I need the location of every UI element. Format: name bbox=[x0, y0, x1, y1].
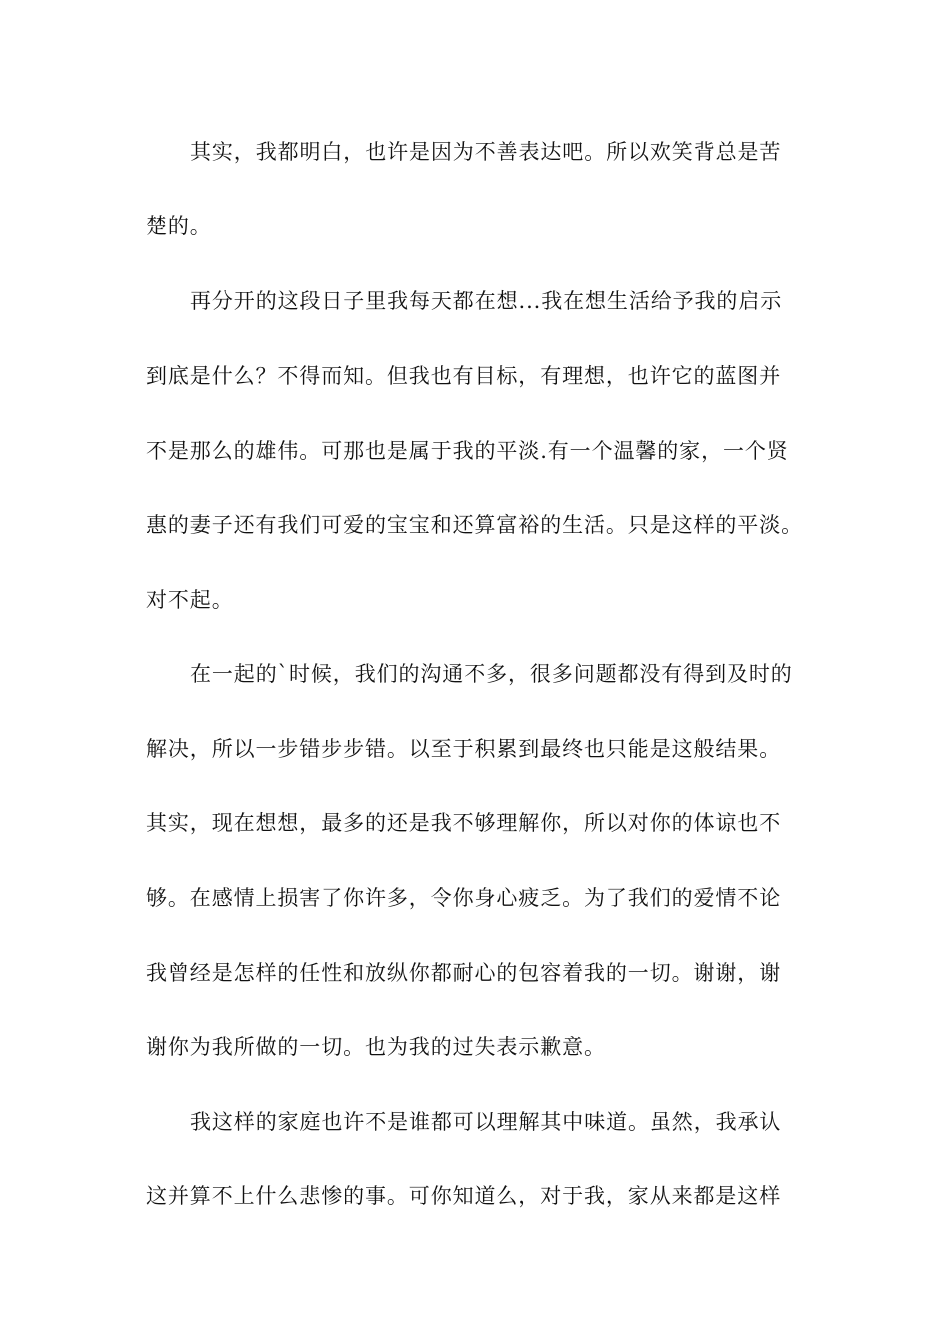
paragraph-3-line-5: 我曾经是怎样的任性和放纵你都耐心的包容着我的一切。谢谢，谢 bbox=[146, 961, 782, 985]
paragraph-3-line-6: 谢你为我所做的一切。也为我的过失表示歉意。 bbox=[146, 1035, 606, 1059]
paragraph-2-line-2: 到底是什么？不得而知。但我也有目标，有理想，也许它的蓝图并 bbox=[146, 364, 782, 388]
paragraph-3-line-4: 够。在感情上损害了你许多，令你身心疲乏。为了我们的爱情不论 bbox=[146, 886, 782, 910]
paragraph-4-line-1: 我这样的家庭也许不是谁都可以理解其中味道。虽然，我承认 bbox=[190, 1110, 782, 1134]
paragraph-2-line-4: 惠的妻子还有我们可爱的宝宝和还算富裕的生活。只是这样的平淡。 bbox=[146, 513, 803, 537]
paragraph-4-line-2: 这并算不上什么悲惨的事。可你知道么，对于我，家从来都是这样 bbox=[146, 1184, 782, 1208]
paragraph-3-line-2: 解决，所以一步错步步错。以至于积累到最终也只能是这般结果。 bbox=[146, 737, 782, 761]
paragraph-2-line-5: 对不起。 bbox=[146, 588, 234, 612]
paragraph-1-line-2: 楚的。 bbox=[146, 214, 212, 238]
paragraph-3-line-1: 在一起的`时候，我们的沟通不多，很多问题都没有得到及时的 bbox=[190, 662, 793, 686]
paragraph-3-line-3: 其实，现在想想，最多的还是我不够理解你，所以对你的体谅也不 bbox=[146, 811, 782, 835]
paragraph-2-line-1: 再分开的这段日子里我每天都在想...我在想生活给予我的启示 bbox=[190, 289, 783, 313]
paragraph-1-line-1: 其实，我都明白，也许是因为不善表达吧。所以欢笑背总是苦 bbox=[190, 140, 782, 164]
paragraph-2-line-3: 不是那么的雄伟。可那也是属于我的平淡.有一个温馨的家，一个贤 bbox=[146, 439, 789, 463]
